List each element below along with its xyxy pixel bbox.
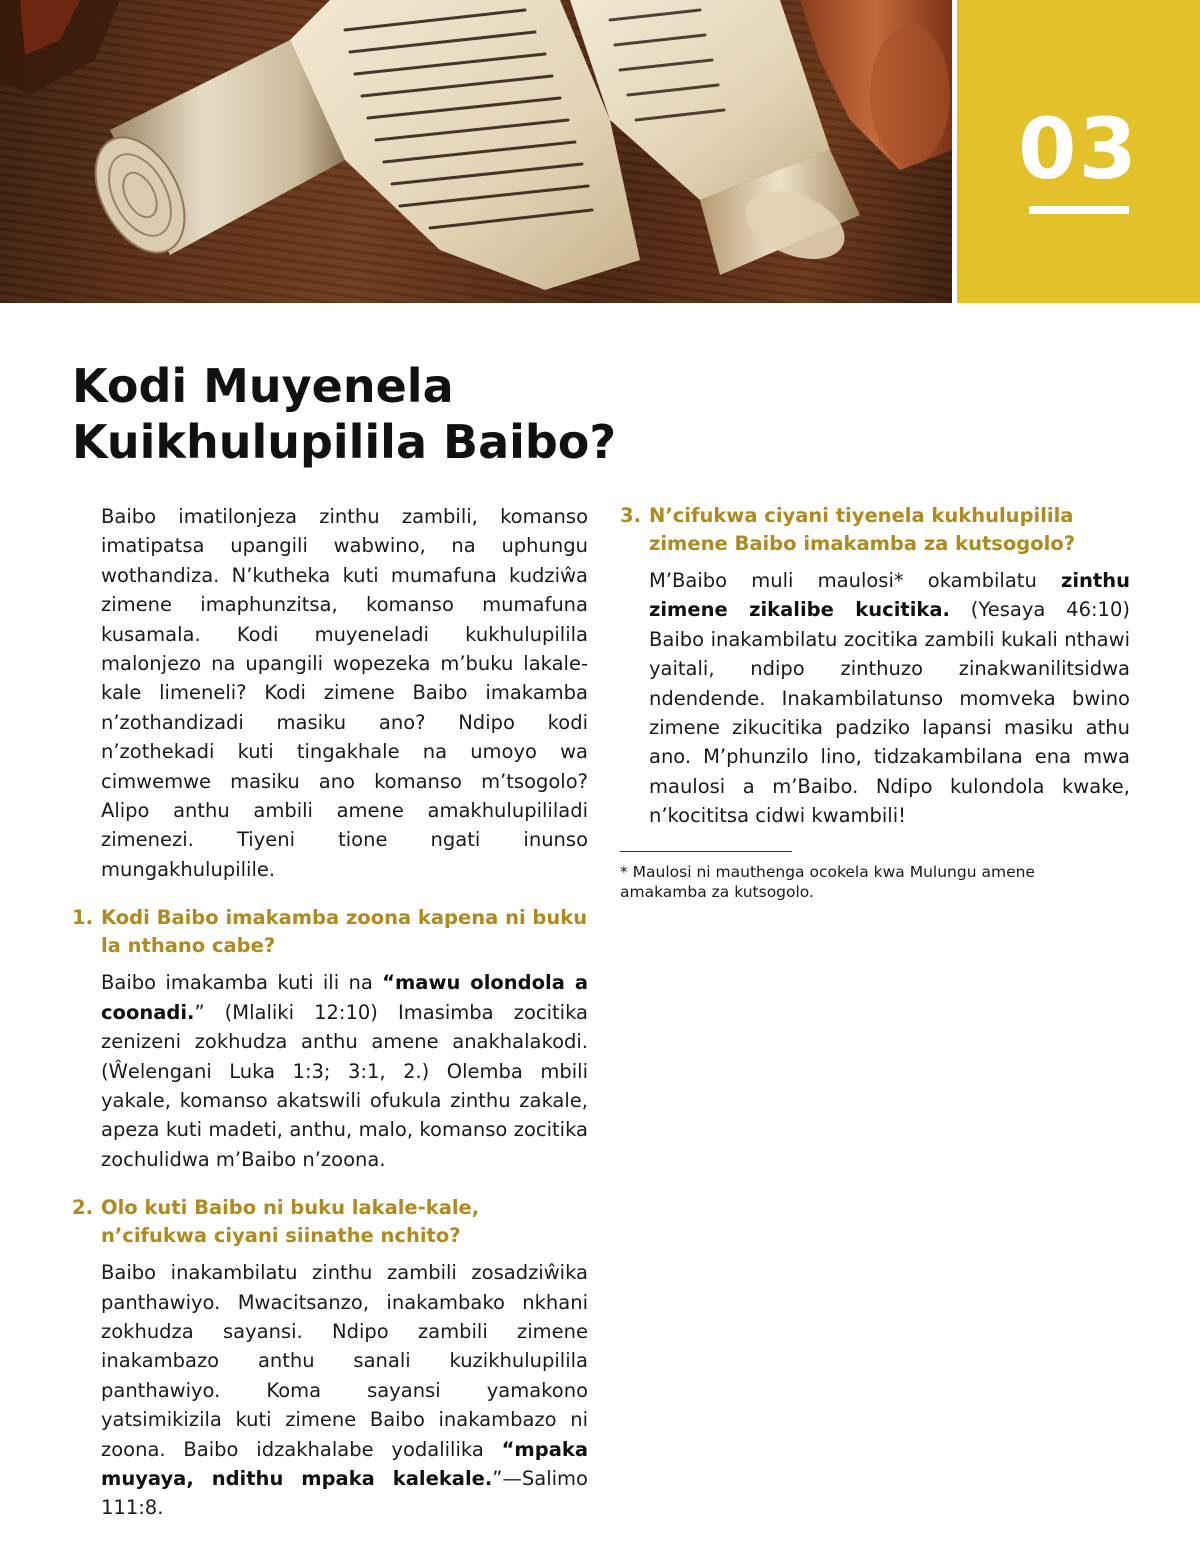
answer-paragraph-1 [72,968,588,1174]
section-2 [72,1194,588,1523]
answer-bold-text: “mpaka muyaya, ndithu mpaka kalekale. [101,1437,588,1490]
answer-text: Baibo inakambilatu zinthu zambili zosadziŵika panthawiyo. Mwacitsanzo, inakambako nkhani zokhudza sayansi. Ndipo zambili zimene inakambazo anthu sanali kuzikhulupilila panthawiyo. Koma sayansi yamakono yatsimikizila kuti zimene Baibo inakambazo ni zoona. Baibo idzakhalabe yodalilika [101,1261,588,1461]
question-text: Kodi Baibo imakamba zoona kapena ni buku la nthano cabe? [101,906,588,958]
header-image [0,0,952,303]
answer-bold-text: “mawu olondola a coonadi. [101,971,588,1024]
title-line-2: Kuikhulupilila Baibo? [72,415,617,469]
answer-paragraph-3 [620,566,1130,831]
badge-underline [1029,206,1129,214]
question-number: 1. [72,906,93,930]
lesson-number-badge [957,0,1200,303]
question-text: Olo kuti Baibo ni buku lakale-kale, n’cifukwa ciyani siinathe nchito? [101,1196,480,1248]
answer-paragraph-2 [72,1258,588,1523]
question-number: 3. [620,504,641,527]
answer-text: M’Baibo muli maulosi* okambilatu [649,569,1061,592]
title-line-1: Kodi Muyenela [72,359,454,413]
question-heading-1 [72,904,588,960]
answer-text: ”—Salimo 111:8. [101,1466,588,1520]
footnote: * Maulosi ni mauthenga ocokela kwa Mulungu amene amakamba za kutsogolo. [620,862,1035,901]
page-title [72,358,772,470]
question-number: 2. [72,1196,93,1220]
question-heading-2 [72,1194,588,1250]
scrolls-illustration [0,0,952,303]
lesson-number: 03 [1018,100,1139,198]
intro-paragraph: Baibo imatilonjeza zinthu zambili, komanso imatipatsa upangili wabwino, na uphungu wothandiza. N’kutheka kuti mumafuna kudziŵa zimene imaphunzitsa, komanso mumafuna kusamala. Kodi muyeneladi kukhulupilila malonjezo na upangili wopezeka m’buku lakale-kale limeneli? Kodi zimene Baibo imakamba n’zothandizadi masiku ano? Ndipo kodi n’zothekadi kuti tingakhale na umoyo wa cimwemwe masiku ano komanso m’tsogolo? Alipo anthu ambili amene amakhulupililadi zimenezi. Tiyeni tione ngati inunso mungakhulupilile. [101,505,588,881]
question-heading-3 [620,502,1130,558]
left-column [72,502,588,1543]
answer-text: (Yesaya 46:10) Baibo inakambilatu zocitika zambili kukali nthawi yaitali, ndipo zinthuzo zinakwanilitsidwa ndendende. Inakambilatunso momveka bwino zimene zikucitika padziko lapansi masiku athu ano. M’phunzilo lino, tidzakambilana ena mwa maulosi a m’Baibo. Ndipo kulondola kwake, n’kocititsa cidwi kwambili! [649,598,1130,828]
answer-text: Baibo imakamba kuti ili na [101,971,383,995]
section-1 [72,904,588,1174]
section-3 [620,502,1130,831]
footnote-divider [620,851,792,852]
right-column [620,502,1130,902]
answer-bold-text: zinthu zimene zikalibe kucitika. [649,569,1130,622]
question-text: N’cifukwa ciyani tiyenela kukhulupilila zimene Baibo imakamba za kutsogolo? [649,504,1076,555]
answer-text: ” (Mlaliki 12:10) Imasimba zocitika zenizeni zokhudza anthu amene anakhalakodi. (Ŵelengani Luka 1:3; 3:1, 2.) Olemba mbili yakale, komanso akatswili ofukula zinthu zakale, apeza kuti madeti, anthu, malo, komanso zocitika zochulidwa m’Baibo n’zoona. [101,1000,588,1171]
